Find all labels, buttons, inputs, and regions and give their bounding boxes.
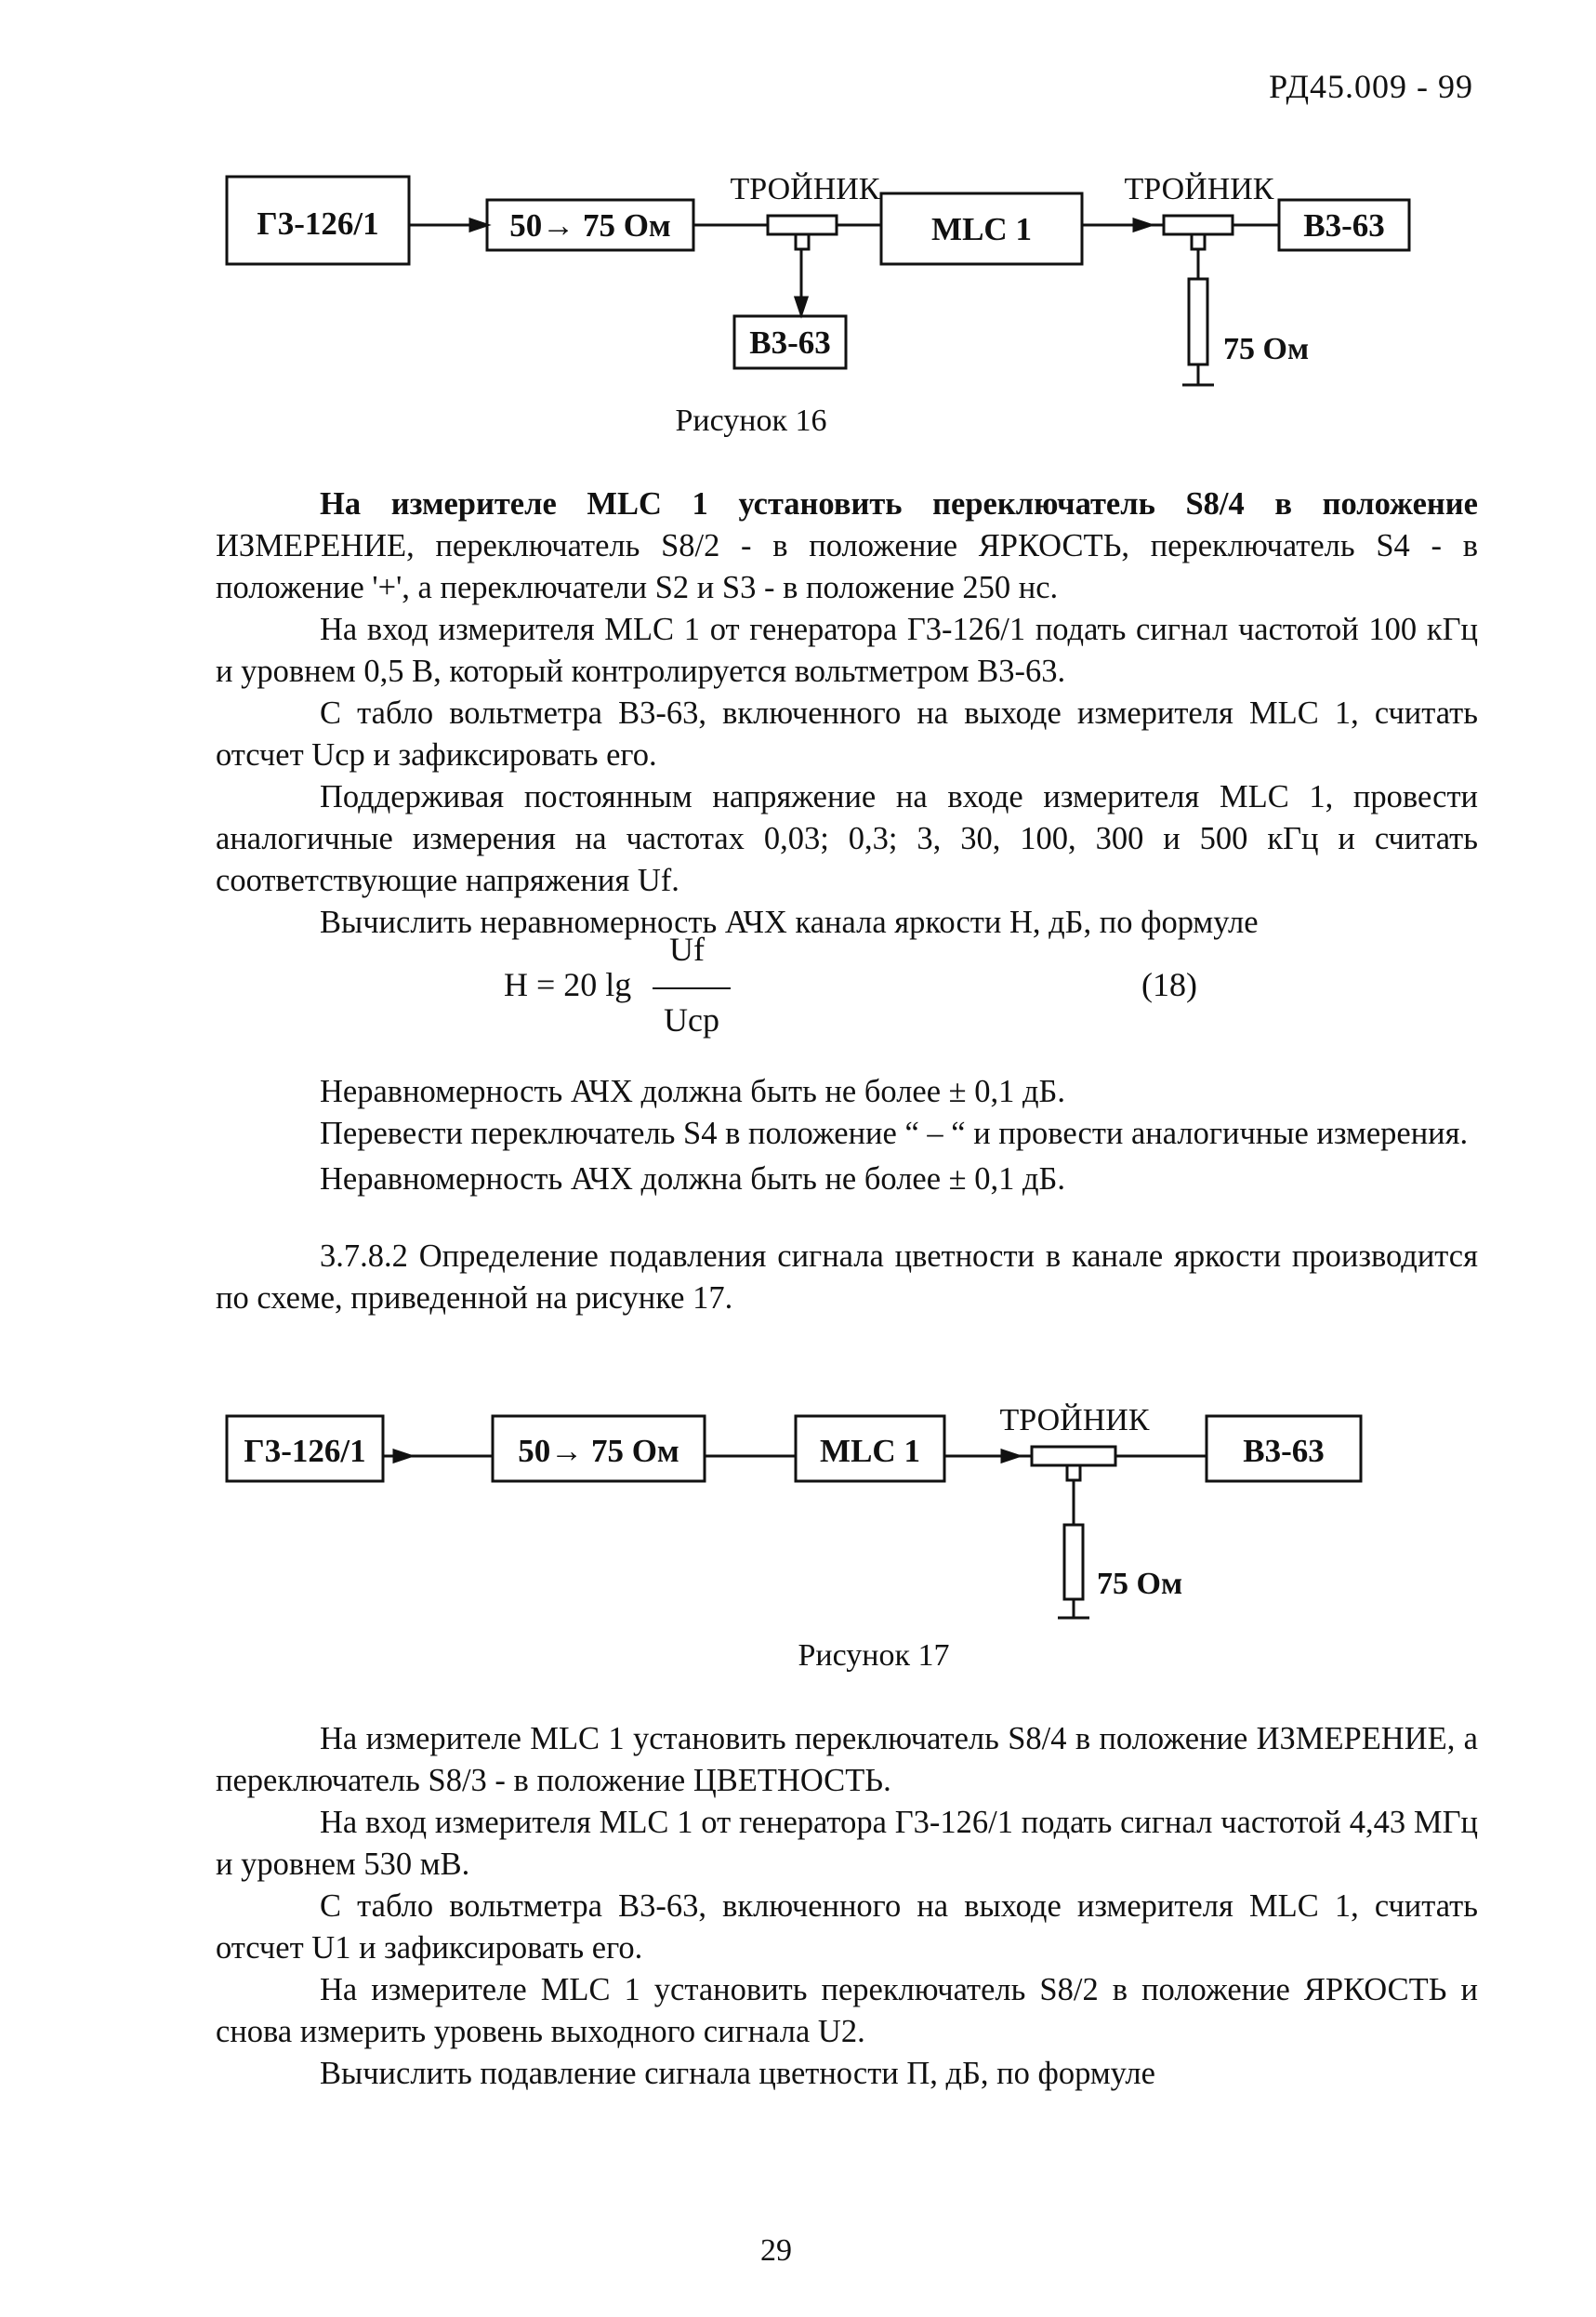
fig16-arrow-1 [470, 219, 487, 231]
section-1-text [216, 483, 1478, 944]
fig16-arrow-2 [1134, 219, 1151, 231]
fig16-device-label: MLC 1 [931, 211, 1032, 247]
fig16-tee-2 [1151, 216, 1246, 249]
section-3-para-3: С табло вольтметра В3-63, включенного на выходе измерителя MLC 1, считать отсчет U1 и зафиксировать его. [216, 1888, 1478, 1966]
section-2-para-3: Неравномерность АЧХ должна быть не более ± 0,1 дБ. [320, 1161, 1065, 1197]
fig17-device-label: MLC 1 [820, 1433, 920, 1469]
section-3-para-4: На измерителе MLC 1 установить переключатель S8/2 в положение ЯРКОСТЬ и снова измерить уровень выходного сигнала U2. [216, 1972, 1478, 2049]
formula-18-number: (18) [1141, 966, 1197, 1003]
fig16-tee-1 [755, 216, 850, 249]
section-1-para-3: С табло вольтметра В3-63, включенного на выходе измерителя MLC 1, считать отсчет Ucp и зафиксировать его. [216, 695, 1478, 773]
figure-16-caption: Рисунок 16 [675, 404, 827, 438]
document-code: РД45.009 - 99 [1269, 68, 1473, 105]
figure-17-diagram [227, 1416, 1361, 1618]
formula-18-numerator: Uf [669, 931, 705, 968]
fig17-arrow-2 [1002, 1450, 1019, 1462]
section-1-para-2: На вход измерителя MLC 1 от генератора Г3-126/1 подать сигнал частотой 100 кГц и уровнем 0,5 В, который контролируется вольтметром В3-63. [216, 612, 1478, 689]
formula-18-denominator: Ucp [664, 1001, 719, 1039]
fig17-tee-label: ТРОЙНИК [999, 1403, 1150, 1437]
section-2-para-4: 3.7.8.2 Определение подавления сигнала цветности в канале яркости производится по схеме, приведенной на рисунке 17. [216, 1238, 1478, 1316]
section-1-para-4: Поддерживая постоянным напряжение на входе измерителя MLC 1, провести аналогичные измерения на частотах 0,03; 0,3; 3, 30, 100, 300 и 500 кГц и считать соответствующие напряжения Uf. [216, 779, 1478, 898]
fig17-voltmeter-label: В3-63 [1243, 1433, 1325, 1469]
section-1-para-5: Вычислить неравномерность АЧХ канала яркости Н, дБ, по формуле [320, 905, 1259, 940]
fig17-arrow-1 [394, 1450, 411, 1462]
fig16-voltmeter-right-label: В3-63 [1303, 207, 1385, 244]
fig16-tee-1-label: ТРОЙНИК [730, 172, 880, 206]
formula-18-lhs: H = 20 lg [504, 966, 632, 1003]
formula-18-fraction-bar [653, 987, 731, 989]
fig16-adapter-label: 50→ 75 Ом [509, 207, 671, 244]
fig16-generator-label: Г3-126/1 [257, 205, 379, 242]
fig17-resistor-label: 75 Ом [1097, 1567, 1183, 1601]
fig16-arrow-down [796, 298, 807, 314]
fig17-generator-label: Г3-126/1 [244, 1433, 366, 1469]
section-3-para-5: Вычислить подавление сигнала цветности П, дБ, по формуле [320, 2056, 1155, 2091]
section-3-para-1: На измерителе MLC 1 установить переключатель S8/4 в положение ИЗМЕРЕНИЕ, а переключатель S8/3 - в положение ЦВЕТНОСТЬ. [216, 1721, 1478, 1798]
section-2-para-2: Перевести переключатель S4 в положение “ – “ и провести аналогичные измерения. [320, 1116, 1469, 1151]
formula-18 [504, 930, 1247, 1041]
fig17-resistor [1064, 1525, 1083, 1599]
fig17-adapter-label: 50→ 75 Ом [518, 1433, 679, 1469]
section-3-para-2: На вход измерителя MLC 1 от генератора Г3-126/1 подать сигнал частотой 4,43 МГц и уровнем 530 мВ. [216, 1805, 1478, 1882]
fig16-voltmeter-bottom-label: В3-63 [749, 324, 831, 361]
section-2-text [216, 1071, 1478, 1319]
page-number: 29 [760, 2233, 792, 2268]
section-3-text [216, 1718, 1478, 2095]
section-2-para-1: Неравномерность АЧХ должна быть не более ± 0,1 дБ. [320, 1074, 1065, 1109]
section-1-para-1-rest: ИЗМЕРЕНИЕ, переключатель S8/2 - в положение ЯРКОСТЬ, переключатель S4 - в положение '+', а переключатели S2 и S3 - в положение 250 нс. [216, 528, 1478, 605]
section-1-para-1-lead: На измерителе MLC 1 установить переключатель S8/4 в положение [320, 486, 1478, 522]
fig16-tee-2-label: ТРОЙНИК [1124, 172, 1274, 206]
fig17-tee [1019, 1447, 1128, 1480]
figure-17-caption: Рисунок 17 [798, 1638, 950, 1673]
fig16-resistor [1189, 279, 1207, 364]
fig16-resistor-label: 75 Ом [1223, 332, 1310, 366]
